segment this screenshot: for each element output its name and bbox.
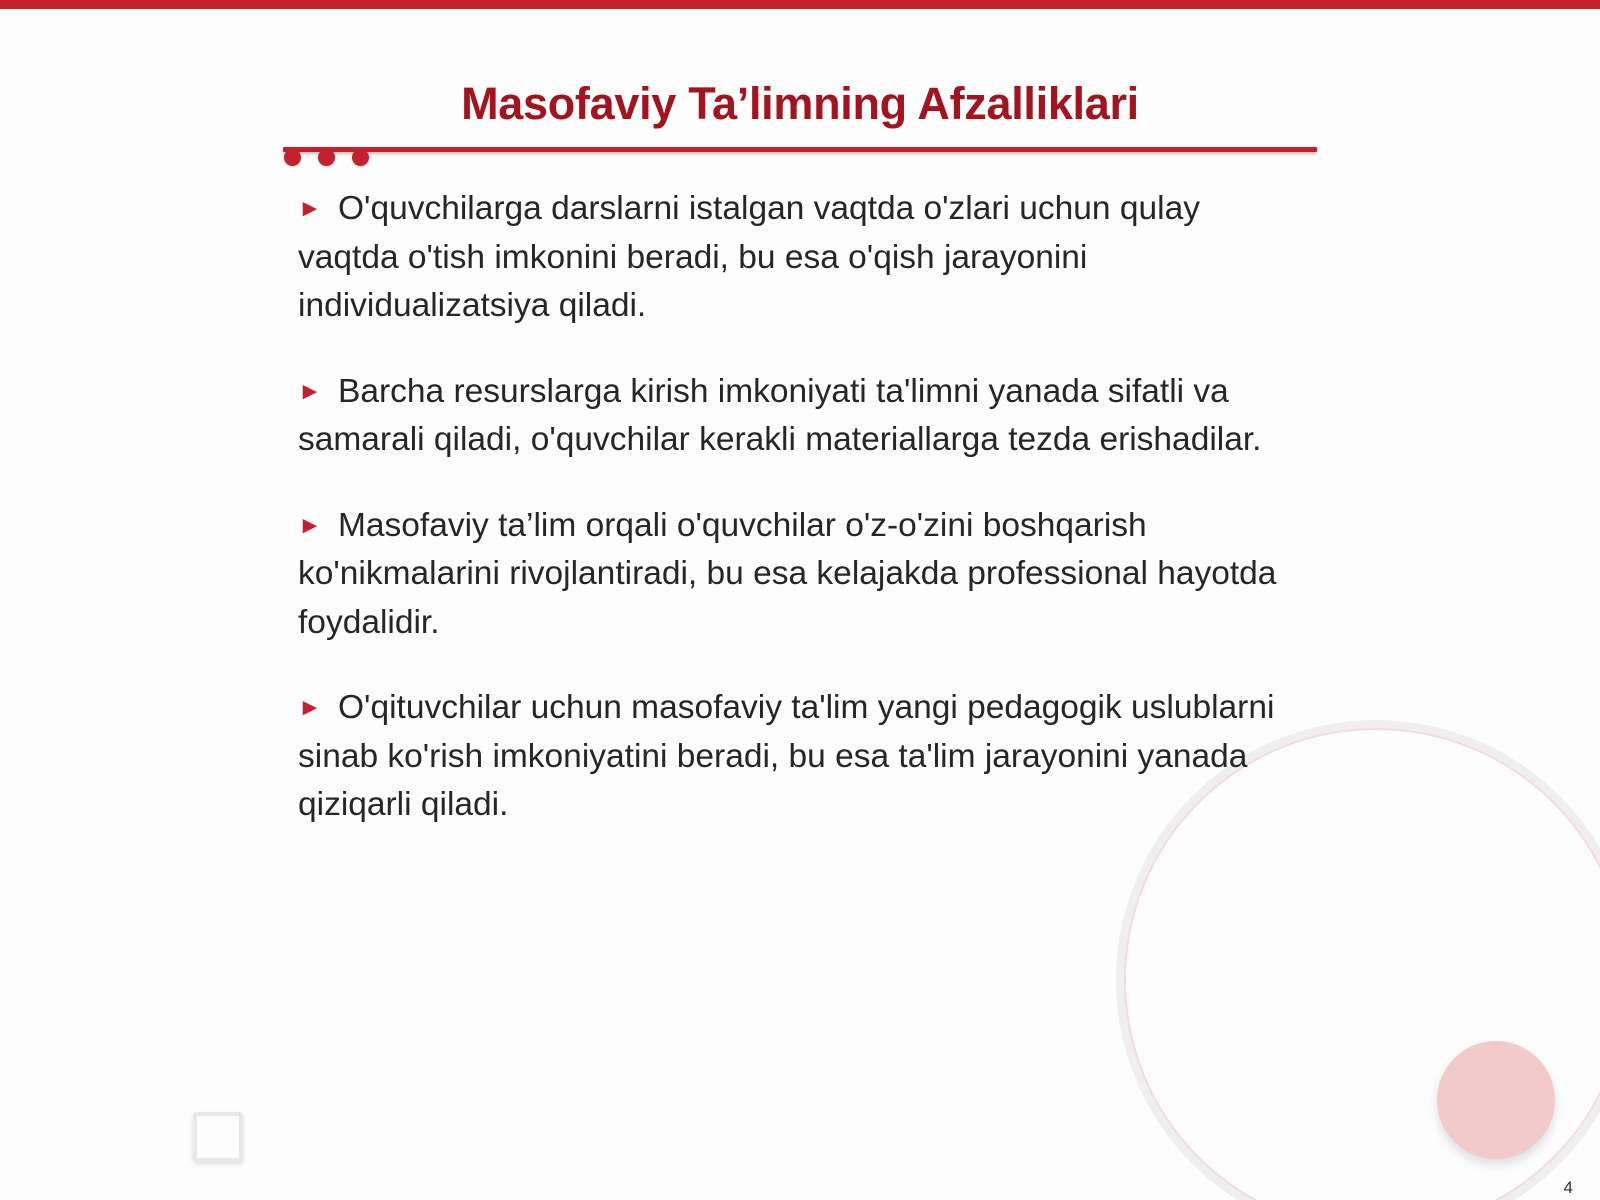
- decorative-dot: [352, 149, 369, 166]
- decorative-disc: [1437, 1041, 1555, 1159]
- bullet-text: O'quvchilarga darslarni istalgan vaqtda o'zlari uchun qulay vaqtda o'tish imkonini beradi, bu esa o'qish jarayonini individualizatsiya qiladi.: [298, 190, 1200, 324]
- decorative-dot: [318, 149, 335, 166]
- decorative-dot: [284, 149, 301, 166]
- slide-title: Masofaviy Ta’limning Afzalliklari: [461, 78, 1139, 129]
- bullet-item: [298, 684, 1288, 830]
- bullet-list: [298, 185, 1288, 867]
- page-number: 4: [1563, 1178, 1573, 1197]
- triangle-bullet-icon: ►: [298, 694, 322, 721]
- triangle-bullet-icon: ►: [298, 511, 322, 539]
- bullet-item: [298, 368, 1288, 465]
- bullet-text: Barcha resurslarga kirish imkoniyati ta'limni yanada sifatli va samarali qiladi, o'quvchilar kerakli materiallarga tezda erishadilar.: [298, 372, 1262, 458]
- decorative-square: [193, 1112, 243, 1162]
- triangle-bullet-icon: ►: [298, 195, 322, 222]
- bullet-text: Masofaviy ta’lim orqali o'quvchilar o'z-o'zini boshqarish ko'nikmalarini rivojlantiradi, bu esa kelajakda professional hayotda foydalidir.: [298, 506, 1277, 641]
- bullet-item: [298, 502, 1288, 648]
- title-underline: [283, 147, 1317, 152]
- triangle-bullet-icon: ►: [298, 377, 322, 405]
- bullet-text: O'qituvchilar uchun masofaviy ta'lim yangi pedagogik uslublarni sinab ko'rish imkoniyatini beradi, bu esa ta'lim jarayonini yanada qiziqarli qiladi.: [298, 689, 1275, 823]
- top-accent-bar: [0, 0, 1600, 9]
- bullet-item: [298, 185, 1288, 331]
